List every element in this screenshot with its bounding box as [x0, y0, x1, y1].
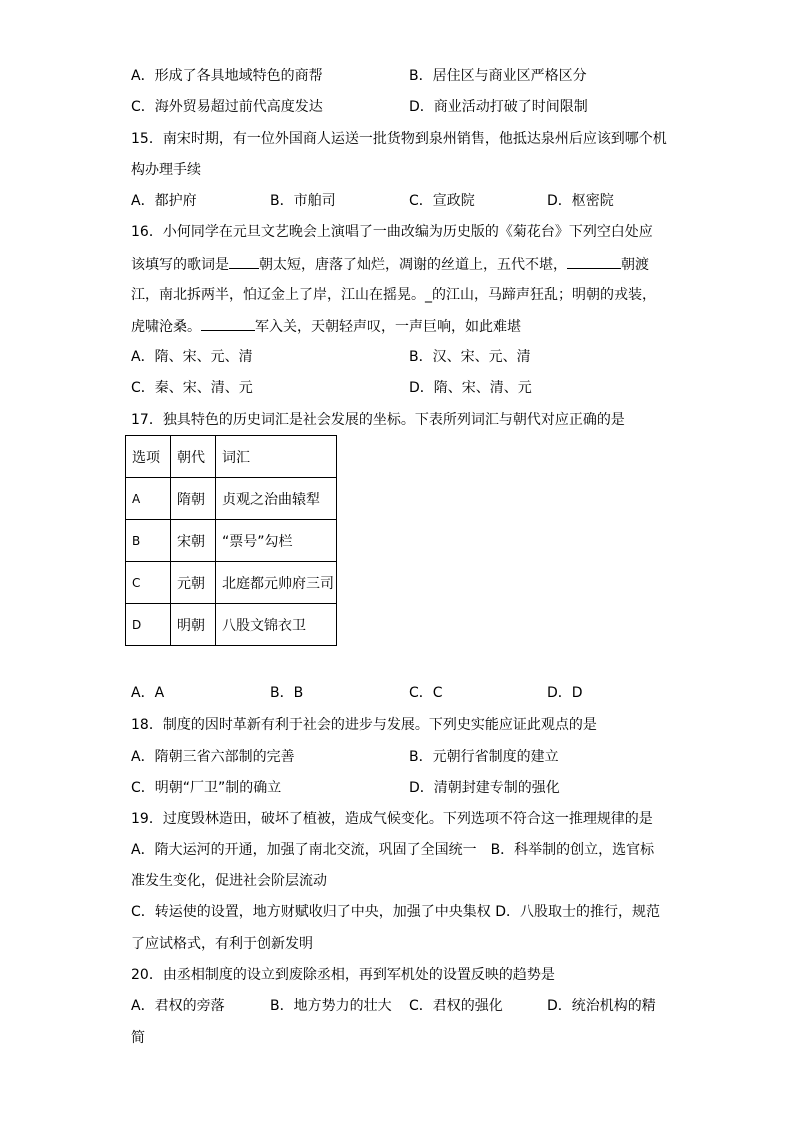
- table-cell: C: [126, 562, 171, 604]
- table-row: [126, 478, 337, 520]
- q20-option-d: D．统治机构的精: [547, 998, 656, 1014]
- q16-blank-2: [567, 254, 621, 269]
- header-cell: 选项: [126, 436, 171, 478]
- table-cell: 贞观之治曲辕犁: [216, 478, 337, 520]
- q20-option-b: B．地方势力的壮大: [270, 998, 392, 1014]
- q15-option-b: B．市舶司: [270, 193, 336, 209]
- q16-blank-3: [201, 316, 255, 331]
- table-cell: A: [126, 478, 171, 520]
- q17-table: [125, 435, 337, 646]
- q14-option-b: B．居住区与商业区严格区分: [409, 68, 587, 84]
- q20-stem: 20．由丞相制度的设立到废除丞相，再到军机处的设置反映的趋势是: [131, 967, 555, 983]
- q17-stem: 17．独具特色的历史词汇是社会发展的坐标。下表所列词汇与朝代对应正确的是: [131, 412, 625, 428]
- header-cell: 词汇: [216, 436, 337, 478]
- table-row: [126, 520, 337, 562]
- q19-line4: C．转运使的设置，地方财赋收归了中央，加强了中央集权 D．八股取士的推行，规范: [131, 904, 661, 920]
- q16-blank-1: [229, 254, 259, 269]
- q18-option-b: B．元朝行省制度的建立: [409, 749, 559, 765]
- header-cell: 朝代: [171, 436, 216, 478]
- q16-stem-line4: 虎啸沧桑。 军入关，天朝轻声叹，一声巨响，如此难堪: [131, 316, 521, 336]
- q20-option-d-continued: 简: [131, 1030, 145, 1046]
- q16-stem-line1: 16．小何同学在元旦文艺晚会上演唱了一曲改编为历史版的《菊花台》下列空白处应: [131, 224, 653, 240]
- q17-option-c: C．C: [409, 685, 443, 701]
- q17-option-d: D．D: [547, 685, 583, 701]
- table-cell: 八股文锦衣卫: [216, 604, 337, 646]
- q14-option-c: C．海外贸易超过前代高度发达: [131, 99, 323, 115]
- table-row: [126, 604, 337, 646]
- q14-option-d: D．商业活动打破了时间限制: [409, 99, 588, 115]
- table-cell: B: [126, 520, 171, 562]
- q15-stem-line1: 15．南宋时期，有一位外国商人运送一批货物到泉州销售，他抵达泉州后应该到哪个机: [131, 131, 667, 147]
- q16-option-c: C．秦、宋、清、元: [131, 380, 253, 396]
- table-header-row: [126, 436, 337, 478]
- q16-option-d: D．隋、宋、清、元: [409, 380, 532, 396]
- q14-option-a: A．形成了各具地域特色的商帮: [131, 68, 323, 84]
- q18-option-c: C．明朝“厂卫”制的确立: [131, 780, 282, 796]
- q19-stem: 19．过度毁林造田，破坏了植被，造成气候变化。下列选项不符合这一推理规律的是: [131, 811, 653, 827]
- q19-line2: A．隋大运河的开通，加强了南北交流，巩固了全国统一 B．科举制的创立，选官标: [131, 842, 655, 858]
- q20-option-c: C．君权的强化: [409, 998, 503, 1014]
- table-cell: 元朝: [171, 562, 216, 604]
- q18-stem: 18．制度的因时革新有利于社会的进步与发展。下列史实能应证此观点的是: [131, 717, 597, 733]
- table-cell: 隋朝: [171, 478, 216, 520]
- q18-option-a: A．隋朝三省六部制的完善: [131, 749, 295, 765]
- table-cell: 明朝: [171, 604, 216, 646]
- table-cell: 北庭都元帅府三司: [216, 562, 337, 604]
- q19-line3: 准发生变化，促进社会阶层流动: [131, 873, 327, 889]
- table-row: [126, 562, 337, 604]
- q17-option-b: B．B: [270, 685, 304, 701]
- q15-stem-line2: 构办理手续: [131, 162, 201, 178]
- q17-option-a: A．A: [131, 685, 165, 701]
- q16-option-a: A．隋、宋、元、清: [131, 349, 253, 365]
- q18-option-d: D．清朝封建专制的强化: [409, 780, 560, 796]
- q20-option-a: A．君权的旁落: [131, 998, 225, 1014]
- table-cell: 宋朝: [171, 520, 216, 562]
- q16-option-b: B．汉、宋、元、清: [409, 349, 531, 365]
- q16-stem-line3: 江，南北拆两半，怕辽金上了岸，江山在摇晃。_的江山，马蹄声狂乱；明朝的戎装，: [131, 287, 656, 303]
- q19-line5: 了应试格式，有利于创新发明: [131, 936, 313, 952]
- q15-option-d: D．枢密院: [547, 193, 614, 209]
- q15-option-c: C．宣政院: [409, 193, 475, 209]
- table-cell: D: [126, 604, 171, 646]
- q16-stem-line2: 该填写的歌词是 朝太短，唐落了灿烂，凋谢的丝道上，五代不堪， 朝渡: [131, 254, 649, 274]
- q15-option-a: A．都护府: [131, 193, 197, 209]
- table-cell: “票号”勾栏: [216, 520, 337, 562]
